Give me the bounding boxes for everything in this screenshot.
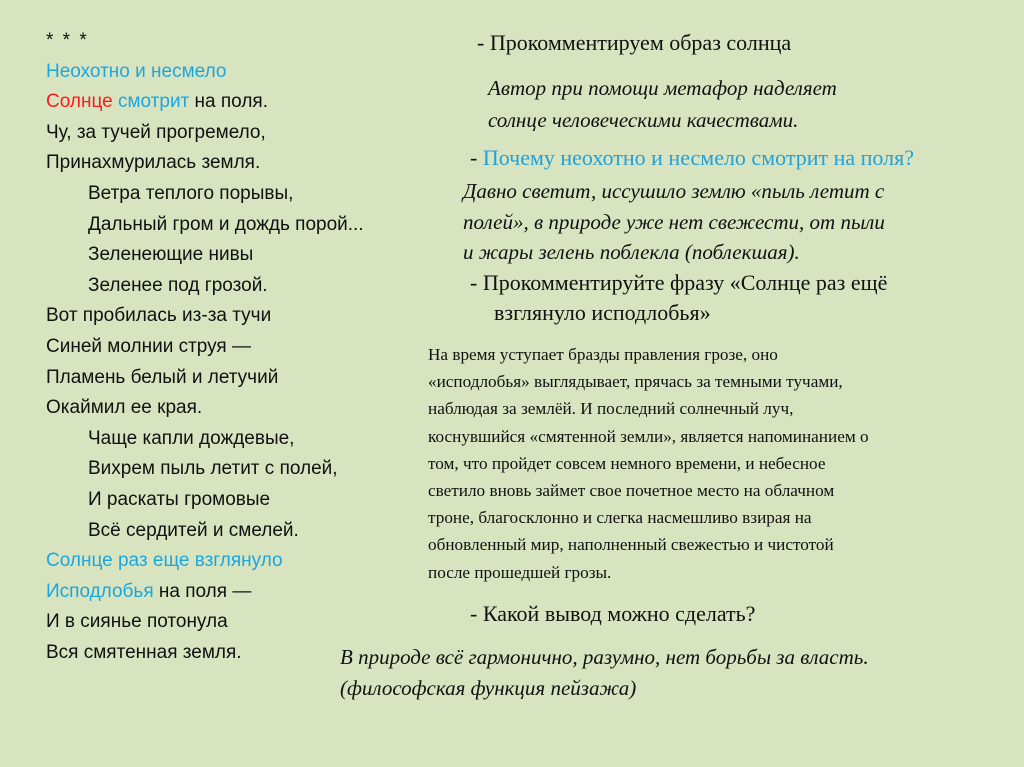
poem-line	[46, 607, 364, 638]
answer-sun-image-line-1: Автор при помощи метафор наделяет	[488, 76, 837, 100]
poem-line-segment: Окаймил ее края.	[46, 397, 203, 419]
paragraph-line: том, что пройдет совсем немного времени, и небесное	[428, 453, 826, 473]
poem-line-segment: И раскаты громовые	[88, 488, 271, 510]
answer-phrase-paragraph	[428, 341, 1008, 586]
question-sun-image: - Прокомментируем образ солнца	[477, 30, 792, 55]
poem-line	[46, 332, 364, 363]
question-why-reluctant-text: Почему неохотно и несмело смотрит на поля?	[482, 145, 914, 170]
answer-why-line-2: полей», в природе уже нет свежести, от пыли	[463, 210, 885, 234]
poem-line	[46, 301, 364, 332]
poem-title: * * *	[46, 30, 89, 51]
poem-line-segment: И в сиянье потонула	[46, 611, 228, 633]
poem-line	[46, 577, 364, 608]
poem-line-segment: на поля —	[153, 580, 252, 602]
poem-line	[46, 454, 364, 485]
question-comment-phrase-line-2: взглянуло исподлобья»	[494, 300, 711, 325]
poem-line	[46, 57, 364, 88]
question-dash: -	[470, 145, 483, 170]
poem-line	[46, 210, 364, 241]
poem-line	[46, 118, 364, 149]
paragraph-line: троне, благосклонно и слегка насмешливо взирая на	[428, 508, 812, 528]
poem-line-segment: Чаще капли дождевые,	[88, 427, 295, 449]
poem-line-segment: Вот пробилась из-за тучи	[46, 305, 272, 327]
poem-line	[46, 424, 364, 455]
paragraph-line: наблюдая за землёй. И последний солнечный луч,	[428, 399, 794, 419]
poem-line-segment: Исподлобья	[46, 580, 154, 602]
question-comment-phrase-line-1: - Прокомментируйте фразу «Солнце раз ещё	[470, 270, 888, 295]
poem-line-segment: Всё сердитей и смелей.	[88, 519, 299, 541]
paragraph-line: светило вновь займет свое почетное место на облачном	[428, 481, 835, 501]
poem-line-segment: Дальный гром и дождь порой...	[88, 213, 364, 235]
poem-line	[46, 516, 364, 547]
poem-line	[46, 240, 364, 271]
answer-conclusion-line-2: (философская функция пейзажа)	[340, 676, 637, 700]
poem-line-segment: Вся смятенная земля.	[46, 641, 242, 663]
poem-line-segment: Принахмурилась земля.	[46, 152, 261, 174]
poem-line-segment: Неохотно и несмело	[46, 60, 227, 82]
poem-line	[46, 271, 364, 302]
poem-line	[46, 485, 364, 516]
poem-line-segment: Синей молнии струя —	[46, 335, 251, 357]
paragraph-line: обновленный мир, наполненный свежестью и чистотой	[428, 535, 834, 555]
answer-why-line-3: и жары зелень поблекла (поблекшая).	[463, 240, 800, 264]
poem-line-segment: Чу, за тучей прогремело,	[46, 121, 266, 143]
poem	[46, 26, 364, 668]
poem-line	[46, 546, 364, 577]
poem-line-segment: Зеленее под грозой.	[88, 274, 268, 296]
poem-line-segment: Солнце раз еще взглянуло	[46, 550, 283, 572]
poem-line	[46, 148, 364, 179]
question-why-reluctant	[470, 145, 914, 171]
poem-line	[46, 638, 364, 669]
poem-line-segment: Ветра теплого порывы,	[88, 182, 294, 204]
poem-line-segment: Пламень белый и летучий	[46, 366, 279, 388]
paragraph-line: На время уступает бразды правления грозе, оно	[428, 345, 778, 364]
poem-lines	[46, 57, 364, 669]
paragraph-line: после прошедшей грозы.	[428, 562, 612, 582]
poem-line	[46, 87, 364, 118]
answer-conclusion-line-1: В природе всё гармонично, разумно, нет борьбы за власть.	[340, 645, 869, 669]
poem-line-segment: Вихрем пыль летит с полей,	[88, 458, 338, 480]
answer-why-line-1: Давно светит, иссушило землю «пыль летит с	[463, 179, 885, 203]
poem-line-segment: Зеленеющие нивы	[88, 244, 254, 266]
poem-line	[46, 363, 364, 394]
question-conclusion: - Какой вывод можно сделать?	[470, 601, 756, 626]
paragraph-line: коснувшийся «смятенной земли», является напоминанием о	[428, 426, 869, 446]
poem-line	[46, 179, 364, 210]
paragraph-line: «исподлобья» выглядывает, прячась за темными тучами,	[428, 372, 843, 392]
poem-line-segment: Солнце	[46, 91, 113, 113]
answer-sun-image-line-2: солнце человеческими качествами.	[488, 108, 799, 132]
poem-line	[46, 393, 364, 424]
poem-line-segment: смотрит	[112, 91, 190, 113]
poem-line-segment: на поля.	[189, 91, 268, 113]
